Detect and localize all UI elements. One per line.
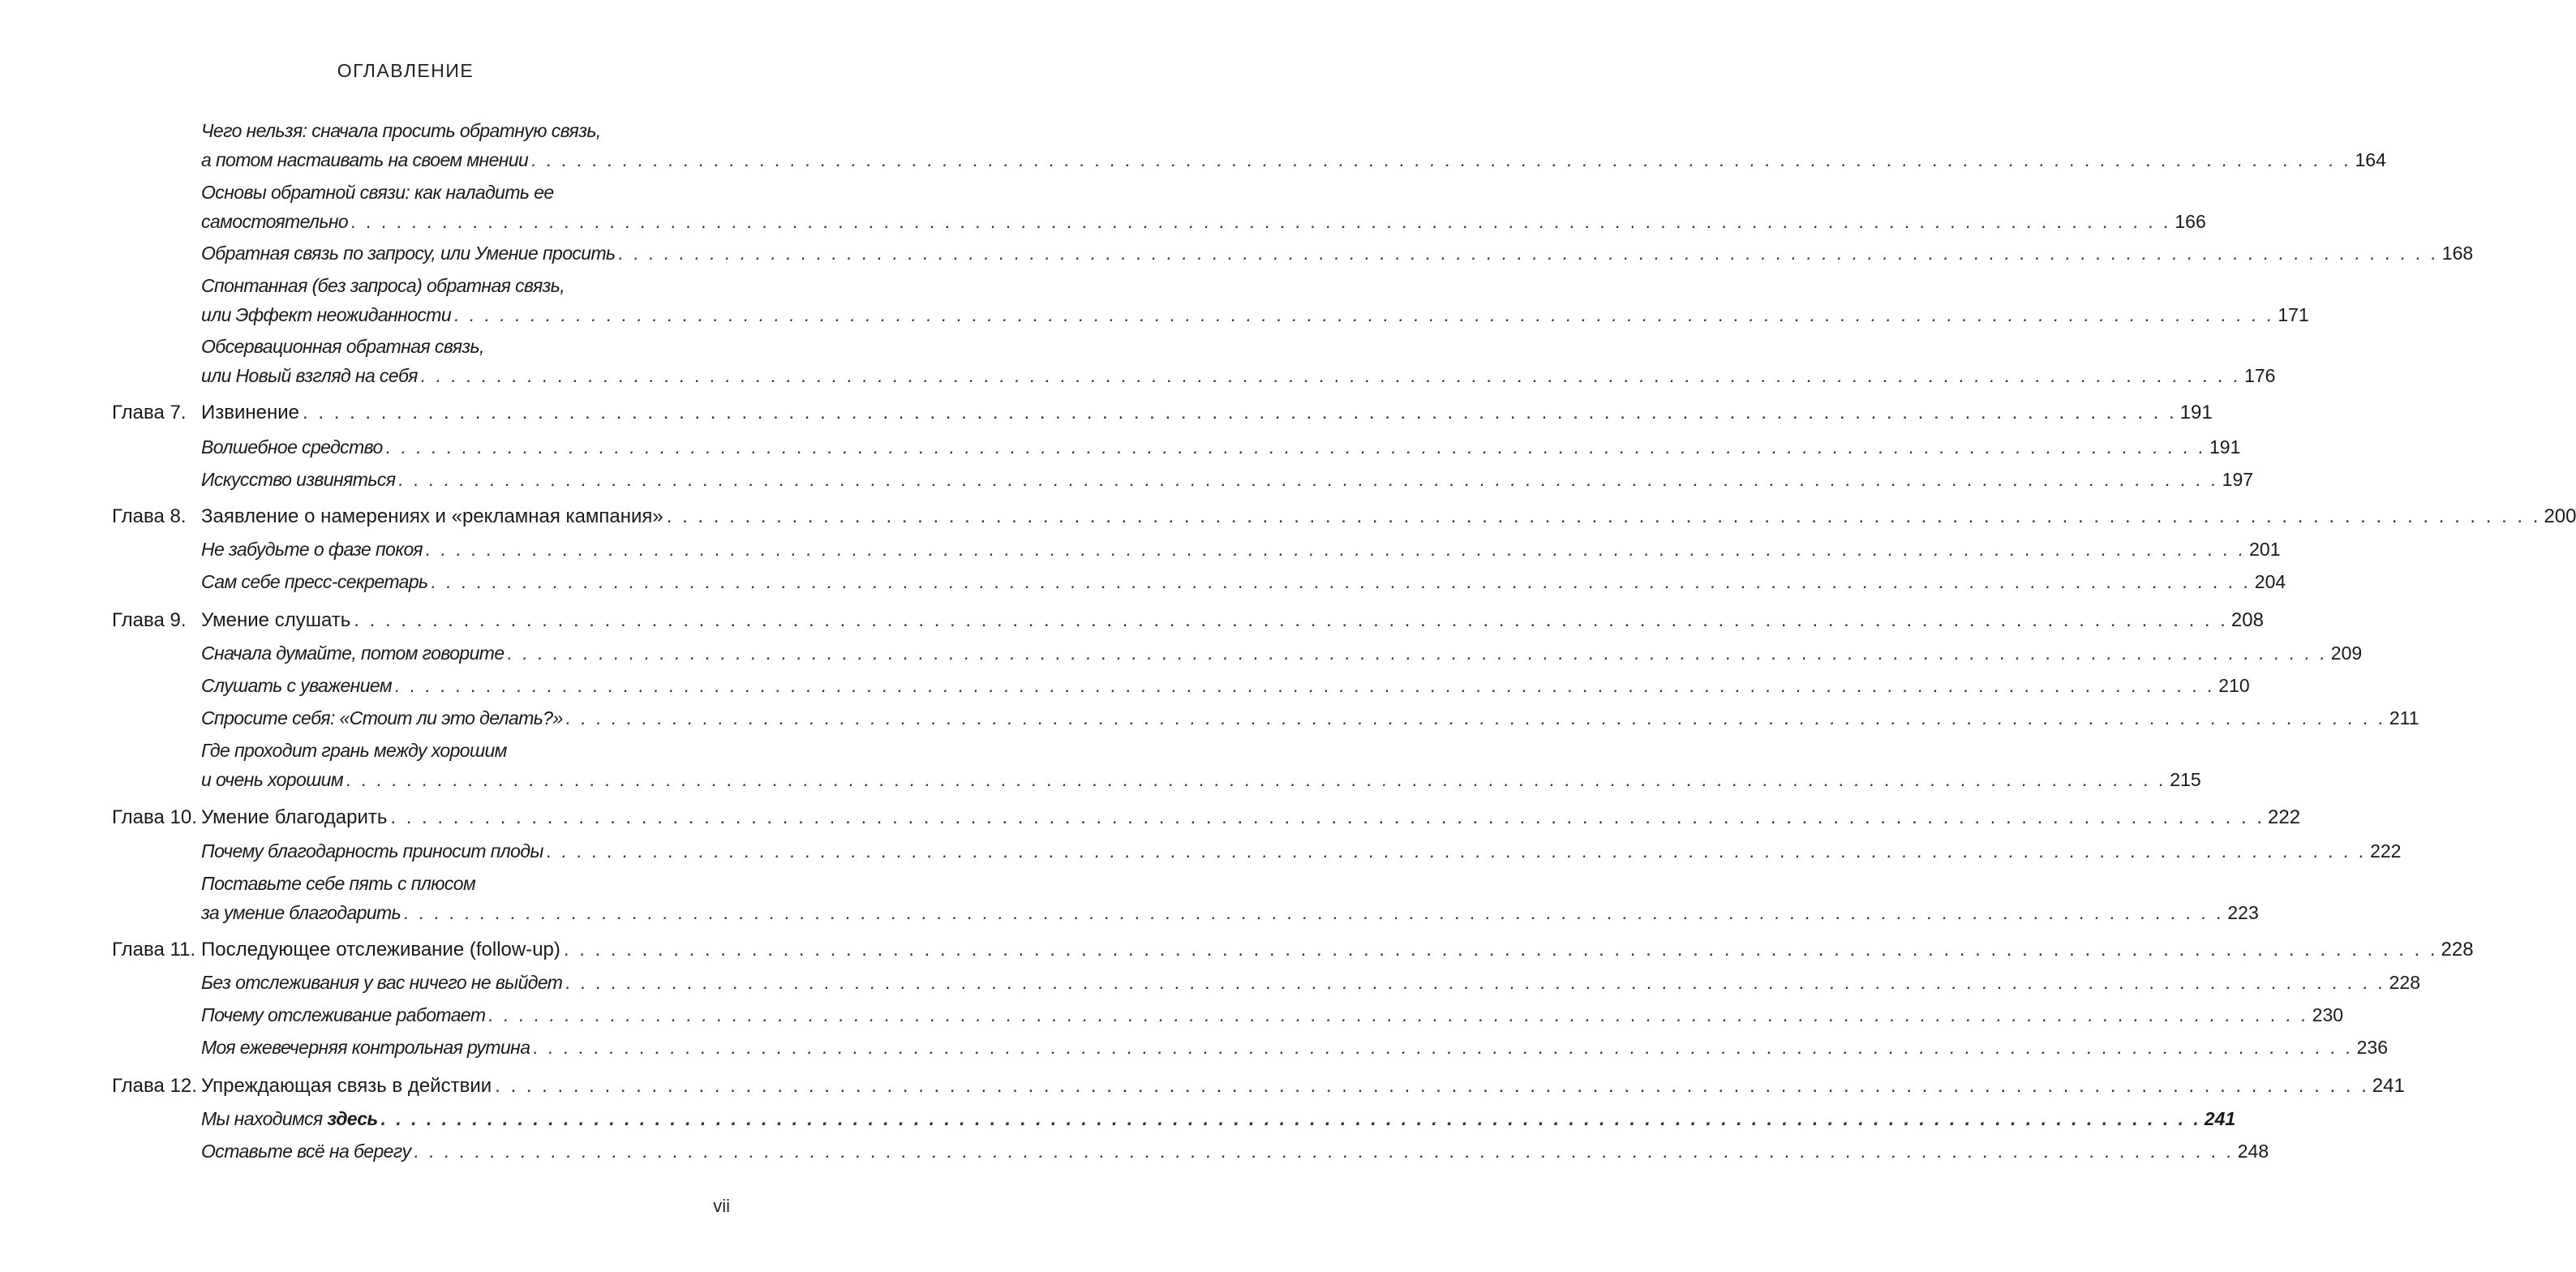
dot-leader: . . . . . . . . . . . . . . . . . . . . . . . . . . . . . . . . . . . . . . . . . . . . . . . . . . . . . . . . . . . . . . . . . . . . . . . . . . . . . . . . . . . . . . . . . . . . . . . . . . . . . . . . . . . . . . . . . . . . . . . . (546, 840, 2368, 862)
section-title: Оставьте всё на берегу (201, 1141, 411, 1162)
toc-line (201, 329, 728, 359)
page-ref: 228 (2441, 939, 2474, 960)
chapter-title: Заявление о намерениях и «рекламная кампания» (201, 505, 663, 527)
toc-line (201, 532, 2281, 561)
dot-leader: . . . . . . . . . . . . . . . . . . . . . . . . . . . . . . . . . . . . . . . . . . . . . . . . . . . . . . . . . . . . . . . . . . . . . . . . . . . . . . . . . . . . . . . . . . . . . . . . . . . . . . . . . . . . . . . . . . . . . . . . (618, 243, 2439, 264)
dot-leader: . . . . . . . . . . . . . . . . . . . . . . . . . . . . . . . . . . . . . . . . . . . . . . . . . . . . . . . . . . . . . . . . . . . . . . . . . . . . . . . . . . . . . . . . . . . . . . . . . . . . . . . . . . . . . . . . . . . . . . . . (380, 1108, 2201, 1129)
section-title: Искусство извиняться (201, 469, 396, 490)
section-title: Волшебное средство (201, 436, 383, 458)
section-title-emphasis: здесь (327, 1108, 378, 1129)
dot-leader: . . . . . . . . . . . . . . . . . . . . . . . . . . . . . . . . . . . . . . . . . . . . . . . . . . . . . . . . . . . . . . . . . . . . . . . . . . . . . . . . . . . . . . . . . . . . . . . . . . . . . . . . . . . . . . . . . . . . . . . . (404, 902, 2225, 923)
dot-leader: . . . . . . . . . . . . . . . . . . . . . . . . . . . . . . . . . . . . . . . . . . . . . . . . . . . . . . . . . . . . . . . . . . . . . . . . . . . . . . . . . . . . . . . . . . . . . . . . . . . . . . . . . . . . . . . . . . . . . . . . (431, 571, 2252, 592)
page-ref: 208 (2230, 609, 2264, 631)
toc-line (201, 359, 2276, 388)
dot-leader: . . . . . . . . . . . . . . . . . . . . . . . . . . . . . . . . . . . . . . . . . . . . . . . . . . . . . . . . . . . . . . . . . . . . . . . . . . . . . . . . . . . . . . . . . . . . . . . . . . . . . . . . . . . . . . . . . . . . . . . . (354, 609, 2228, 631)
page-ref: 222 (2370, 840, 2402, 862)
page-ref: 191 (2179, 402, 2213, 423)
dot-leader: . . . . . . . . . . . . . . . . . . . . . . . . . . . . . . . . . . . . . . . . . . . . . . . . . . . . . . . . . . . . . . . . . . . . . . . . . . . . . . . . . . . . . . . . . . . . . . . . . . . . . . . . . . . . . . . . . . . . . . . . (531, 149, 2352, 170)
page-ref: 176 (2244, 365, 2276, 386)
toc-line (201, 636, 2363, 665)
section-title: Поставьте себе пять с плюсом (201, 873, 476, 894)
dot-leader: . . . . . . . . . . . . . . . . . . . . . . . . . . . . . . . . . . . . . . . . . . . . . . . . . . . . . . . . . . . . . . . . . . . . . . . . . . . . . . . . . . . . . . . . . . . . . . . . . . . . . . . . . . . . . . . . . . . . . . . . (507, 642, 2328, 664)
chapter-label: Глава 10. (112, 806, 197, 828)
toc-line (201, 462, 2254, 492)
dot-leader: . . . . . . . . . . . . . . . . . . . . . . . . . . . . . . . . . . . . . . . . . . . . . . . . . . . . . . . . . . . . . . . . . . . . . . . . . . . . . . . . . . . . . . . . . . . . . . . . . . . . . . . . . . . . . . . . . . . . . . . . (565, 972, 2386, 993)
dot-leader: . . . . . . . . . . . . . . . . . . . . . . . . . . . . . . . . . . . . . . . . . . . . . . . . . . . . . . . . . . . . . . . . . . . . . . . . . . . . . . . . . . . . . . . . . . . . . . . . . . . . . . . . . . . . . . . . . . . . . . . . (395, 675, 2216, 696)
page-ref: 197 (2222, 469, 2254, 490)
dot-leader: . . . . . . . . . . . . . . . . . . . . . . . . . . . . . . . . . . . . . . . . . . . . . . . . . . . . . . . . . . . . . . . . . . . . . . . . . . . . . . . . . . . . . . . . . . . . . . . . . . . . . . . . . . . . . . . . . . . . . . . . (565, 707, 2386, 728)
page-ref: 168 (2441, 243, 2474, 264)
page-ref: 166 (2175, 211, 2206, 232)
section-title: Сам себе пресс-секретарь (201, 571, 428, 592)
page-ref: 241 (2204, 1108, 2236, 1129)
section-title: Почему отслеживание работает (201, 1004, 486, 1025)
chapter-label: Глава 8. (112, 505, 187, 527)
toc-line (201, 143, 2386, 172)
dot-leader: . . . . . . . . . . . . . . . . . . . . . . . . . . . . . . . . . . . . . . . . . . . . . . . . . . . . . . . . . . . . . . . . . . . . . . . . . . . . . . . . . . . . . . . . . . . . . . . . . . . . . . . . . . . . . . . . . . . . . . . . (303, 402, 2177, 423)
toc-line (201, 269, 728, 298)
section-title: самостоятельно (201, 211, 349, 232)
page-ref: 248 (2237, 1141, 2269, 1162)
page-ref: 201 (2249, 539, 2281, 560)
toc-line (201, 801, 2301, 830)
chapter-title: Упреждающая связь в действии (201, 1075, 492, 1097)
dot-leader: . . . . . . . . . . . . . . . . . . . . . . . . . . . . . . . . . . . . . . . . . . . . . . . . . . . . . . . . . . . . . . . . . . . . . . . . . . . . . . . . . . . . . . . . . . . . . . . . . . . . . . . . . . . . . . . . . . . . . . . . (666, 505, 2541, 527)
page-ref: 241 (2372, 1075, 2405, 1097)
toc-line (201, 175, 728, 204)
chapter-title: Последующее отслеживание (follow-up) (201, 939, 560, 960)
chapter-label: Глава 11. (112, 939, 196, 960)
page-ref: 222 (2268, 806, 2301, 828)
toc-line (201, 965, 2420, 995)
dot-leader: . . . . . . . . . . . . . . . . . . . . . . . . . . . . . . . . . . . . . . . . . . . . . . . . . . . . . . . . . . . . . . . . . . . . . . . . . . . . . . . . . . . . . . . . . . . . . . . . . . . . . . . . . . . . . . . . . . . . . . . . (385, 436, 2206, 458)
toc-line (201, 430, 2241, 459)
toc-line (201, 114, 728, 143)
section-title: Почему благодарность приносит плоды (201, 840, 543, 862)
chapter-title: Извинение (201, 402, 300, 423)
dot-leader: . . . . . . . . . . . . . . . . . . . . . . . . . . . . . . . . . . . . . . . . . . . . . . . . . . . . . . . . . . . . . . . . . . . . . . . . . . . . . . . . . . . . . . . . . . . . . . . . . . . . . . . . . . . . . . . . . . . . . . . . (495, 1075, 2369, 1097)
page-ref: 228 (2389, 972, 2420, 993)
dot-leader: . . . . . . . . . . . . . . . . . . . . . . . . . . . . . . . . . . . . . . . . . . . . . . . . . . . . . . . . . . . . . . . . . . . . . . . . . . . . . . . . . . . . . . . . . . . . . . . . . . . . . . . . . . . . . . . . . . . . . . . . (454, 304, 2275, 325)
page-ref: 236 (2356, 1037, 2389, 1058)
dot-leader: . . . . . . . . . . . . . . . . . . . . . . . . . . . . . . . . . . . . . . . . . . . . . . . . . . . . . . . . . . . . . . . . . . . . . . . . . . . . . . . . . . . . . . . . . . . . . . . . . . . . . . . . . . . . . . . . . . . . . . . . (351, 211, 2172, 232)
dot-leader: . . . . . . . . . . . . . . . . . . . . . . . . . . . . . . . . . . . . . . . . . . . . . . . . . . . . . . . . . . . . . . . . . . . . . . . . . . . . . . . . . . . . . . . . . . . . . . . . . . . . . . . . . . . . . . . . . . . . . . . . (420, 365, 2242, 386)
page-ref: 211 (2389, 707, 2419, 728)
toc-line (201, 604, 2264, 633)
dot-leader: . . . . . . . . . . . . . . . . . . . . . . . . . . . . . . . . . . . . . . . . . . . . . . . . . . . . . . . . . . . . . . . . . . . . . . . . . . . . . . . . . . . . . . . . . . . . . . . . . . . . . . . . . . . . . . . . . . . . . . . . (425, 539, 2247, 560)
toc-line (201, 1069, 2405, 1098)
page-number: vii (713, 1196, 730, 1216)
dot-leader: . . . . . . . . . . . . . . . . . . . . . . . . . . . . . . . . . . . . . . . . . . . . . . . . . . . . . . . . . . . . . . . . . . . . . . . . . . . . . . . . . . . . . . . . . . . . . . . . . . . . . . . . . . . . . . . . . . . . . . . . (398, 469, 2219, 490)
section-title: или Эффект неожиданности (201, 304, 452, 325)
toc-line (201, 733, 728, 763)
section-title: Основы обратной связи: как наладить ее (201, 182, 554, 203)
section-title: Мы находимся здесь (201, 1108, 378, 1129)
dot-leader: . . . . . . . . . . . . . . . . . . . . . . . . . . . . . . . . . . . . . . . . . . . . . . . . . . . . . . . . . . . . . . . . . . . . . . . . . . . . . . . . . . . . . . . . . . . . . . . . . . . . . . . . . . . . . . . . . . . . . . . . (533, 1037, 2354, 1058)
section-title: Обратная связь по запросу, или Умение просить (201, 243, 616, 264)
section-title: Моя ежевечерняя контрольная рутина (201, 1037, 530, 1058)
section-title: Сначала думайте, потом говорите (201, 642, 504, 664)
page-header: ОГЛАВЛЕНИЕ (337, 60, 474, 81)
section-title: Спросите себя: «Стоит ли это делать?» (201, 707, 563, 728)
toc-line (201, 204, 2206, 234)
section-title: а потом настаивать на своем мнении (201, 149, 529, 170)
toc-line (201, 866, 728, 896)
section-title: Чего нельзя: сначала просить обратную связь, (201, 120, 601, 141)
page-ref: 223 (2227, 902, 2259, 923)
toc-line (201, 298, 2309, 327)
section-title: Обсервационная обратная связь, (201, 336, 484, 357)
section-title: Слушать с уважением (201, 675, 392, 696)
section-title: Спонтанная (без запроса) обратная связь, (201, 275, 565, 296)
page-ref: 171 (2278, 304, 2309, 325)
toc-line (201, 500, 2576, 529)
toc-line (201, 763, 2201, 792)
toc-line (201, 668, 2250, 698)
dot-leader: . . . . . . . . . . . . . . . . . . . . . . . . . . . . . . . . . . . . . . . . . . . . . . . . . . . . . . . . . . . . . . . . . . . . . . . . . . . . . . . . . . . . . . . . . . . . . . . . . . . . . . . . . . . . . . . . . . . . . . . . (390, 806, 2265, 828)
toc-line (201, 896, 2259, 925)
toc-line (201, 396, 2213, 425)
section-title: и очень хорошим (201, 769, 344, 790)
page-ref: 164 (2355, 149, 2386, 170)
chapter-label: Глава 9. (112, 609, 187, 631)
chapter-label: Глава 7. (112, 402, 187, 423)
toc-line (201, 236, 2474, 265)
section-title: или Новый взгляд на себя (201, 365, 418, 386)
page-ref: 215 (2170, 769, 2201, 790)
page-ref: 191 (2209, 436, 2241, 458)
section-title: Где проходит грань между хорошим (201, 740, 507, 761)
chapter-title: Умение слушать (201, 609, 351, 631)
page-ref: 204 (2254, 571, 2286, 592)
toc-line (201, 1134, 2269, 1163)
toc-line (201, 933, 2474, 962)
page-ref: 210 (2218, 675, 2250, 696)
toc-line (201, 1030, 2389, 1059)
toc-line (201, 565, 2286, 594)
dot-leader: . . . . . . . . . . . . . . . . . . . . . . . . . . . . . . . . . . . . . . . . . . . . . . . . . . . . . . . . . . . . . . . . . . . . . . . . . . . . . . . . . . . . . . . . . . . . . . . . . . . . . . . . . . . . . . . . . . . . . . . . (563, 939, 2438, 960)
toc-line (201, 834, 2402, 863)
dot-leader: . . . . . . . . . . . . . . . . . . . . . . . . . . . . . . . . . . . . . . . . . . . . . . . . . . . . . . . . . . . . . . . . . . . . . . . . . . . . . . . . . . . . . . . . . . . . . . . . . . . . . . . . . . . . . . . . . . . . . . . . (346, 769, 2167, 790)
page-ref: 200 (2544, 505, 2576, 527)
section-title: Без отслеживания у вас ничего не выйдет (201, 972, 563, 993)
page-ref: 230 (2312, 1004, 2344, 1025)
page-ref: 209 (2330, 642, 2363, 664)
section-title: за умение благодарить (201, 902, 401, 923)
toc-line (201, 1102, 2236, 1131)
chapter-label: Глава 12. (112, 1075, 197, 1097)
dot-leader: . . . . . . . . . . . . . . . . . . . . . . . . . . . . . . . . . . . . . . . . . . . . . . . . . . . . . . . . . . . . . . . . . . . . . . . . . . . . . . . . . . . . . . . . . . . . . . . . . . . . . . . . . . . . . . . . . . . . . . . . (414, 1141, 2235, 1162)
section-title: Не забудьте о фазе покоя (201, 539, 423, 560)
toc-line (201, 701, 2419, 730)
dot-leader: . . . . . . . . . . . . . . . . . . . . . . . . . . . . . . . . . . . . . . . . . . . . . . . . . . . . . . . . . . . . . . . . . . . . . . . . . . . . . . . . . . . . . . . . . . . . . . . . . . . . . . . . . . . . . . . . . . . . . . . . (488, 1004, 2309, 1025)
chapter-title: Умение благодарить (201, 806, 388, 828)
toc-line (201, 998, 2344, 1027)
